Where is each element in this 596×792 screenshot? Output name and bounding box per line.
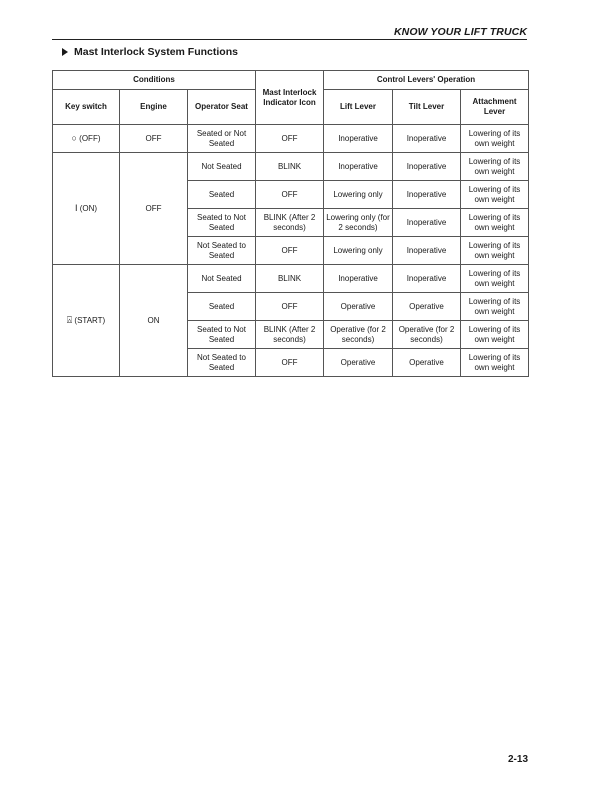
mast-indicator-header: Mast Interlock Indicator Icon [256, 71, 324, 125]
lift-cell: Lowering only (for 2 seconds) [324, 209, 393, 237]
attachment-cell: Lowering of its own weight [461, 125, 529, 153]
key-switch-header: Key switch [53, 90, 120, 125]
attachment-cell: Lowering of its own weight [461, 321, 529, 349]
key-switch-cell [53, 265, 120, 377]
key-switch-cell [53, 153, 120, 265]
key-switch-text: (ON) [79, 204, 98, 213]
tilt-cell: Inoperative [393, 237, 461, 265]
lift-cell: Operative (for 2 seconds) [324, 321, 393, 349]
tilt-cell: Inoperative [393, 209, 461, 237]
engine-cell: OFF [120, 153, 188, 265]
engine-header: Engine [120, 90, 188, 125]
attachment-cell: Lowering of its own weight [461, 293, 529, 321]
tilt-cell: Operative [393, 293, 461, 321]
seat-cell: Seated to Not Seated [188, 209, 256, 237]
seat-cell: Seated to Not Seated [188, 321, 256, 349]
triangle-bullet-icon [62, 48, 68, 56]
attachment-cell: Lowering of its own weight [461, 265, 529, 293]
attachment-cell: Lowering of its own weight [461, 153, 529, 181]
key-start-icon: ⍓ [66, 315, 73, 325]
lift-cell: Operative [324, 293, 393, 321]
tilt-cell: Inoperative [393, 125, 461, 153]
engine-cell: ON [120, 265, 188, 377]
attachment-cell: Lowering of its own weight [461, 237, 529, 265]
seat-cell: Not Seated [188, 153, 256, 181]
indicator-cell: BLINK (After 2 seconds) [256, 209, 324, 237]
lift-cell: Lowering only [324, 237, 393, 265]
seat-cell: Seated [188, 293, 256, 321]
indicator-cell: OFF [256, 349, 324, 377]
table-row [53, 153, 529, 181]
tilt-cell: Inoperative [393, 181, 461, 209]
indicator-cell: OFF [256, 237, 324, 265]
indicator-cell: OFF [256, 125, 324, 153]
indicator-cell: BLINK [256, 153, 324, 181]
key-switch-text: (OFF) [79, 134, 101, 143]
seat-cell: Not Seated to Seated [188, 237, 256, 265]
tilt-lever-header: Tilt Lever [393, 90, 461, 125]
lift-cell: Inoperative [324, 125, 393, 153]
control-levers-header: Control Levers' Operation [324, 71, 529, 90]
table-row [53, 125, 529, 153]
tilt-cell: Operative [393, 349, 461, 377]
tilt-cell: Operative (for 2 seconds) [393, 321, 461, 349]
tilt-cell: Inoperative [393, 153, 461, 181]
lift-lever-header: Lift Lever [324, 90, 393, 125]
operator-seat-header: Operator Seat [188, 90, 256, 125]
lift-cell: Inoperative [324, 265, 393, 293]
section-title-text: Mast Interlock System Functions [74, 46, 238, 58]
seat-cell: Seated or Not Seated [188, 125, 256, 153]
conditions-header: Conditions [53, 71, 256, 90]
attachment-cell: Lowering of its own weight [461, 209, 529, 237]
indicator-cell: BLINK [256, 265, 324, 293]
key-off-circle-icon: ○ [71, 133, 77, 143]
attachment-cell: Lowering of its own weight [461, 181, 529, 209]
table-row [53, 265, 529, 293]
indicator-cell: OFF [256, 293, 324, 321]
attachment-cell: Lowering of its own weight [461, 349, 529, 377]
key-switch-text: (START) [74, 316, 106, 325]
interlock-functions-table [52, 70, 529, 377]
attachment-lever-header: Attachment Lever [461, 90, 529, 125]
seat-cell: Seated [188, 181, 256, 209]
seat-cell: Not Seated [188, 265, 256, 293]
engine-cell: OFF [120, 125, 188, 153]
running-header-title: KNOW YOUR LIFT TRUCK [393, 26, 527, 38]
lift-cell: Operative [324, 349, 393, 377]
page-number: 2-13 [507, 754, 528, 765]
lift-cell: Lowering only [324, 181, 393, 209]
header-rule [52, 39, 527, 40]
indicator-cell: BLINK (After 2 seconds) [256, 321, 324, 349]
lift-cell: Inoperative [324, 153, 393, 181]
seat-cell: Not Seated to Seated [188, 349, 256, 377]
key-on-bar-icon: I [74, 203, 78, 213]
key-switch-cell [53, 125, 120, 153]
section-title [62, 46, 238, 58]
tilt-cell: Inoperative [393, 265, 461, 293]
indicator-cell: OFF [256, 181, 324, 209]
